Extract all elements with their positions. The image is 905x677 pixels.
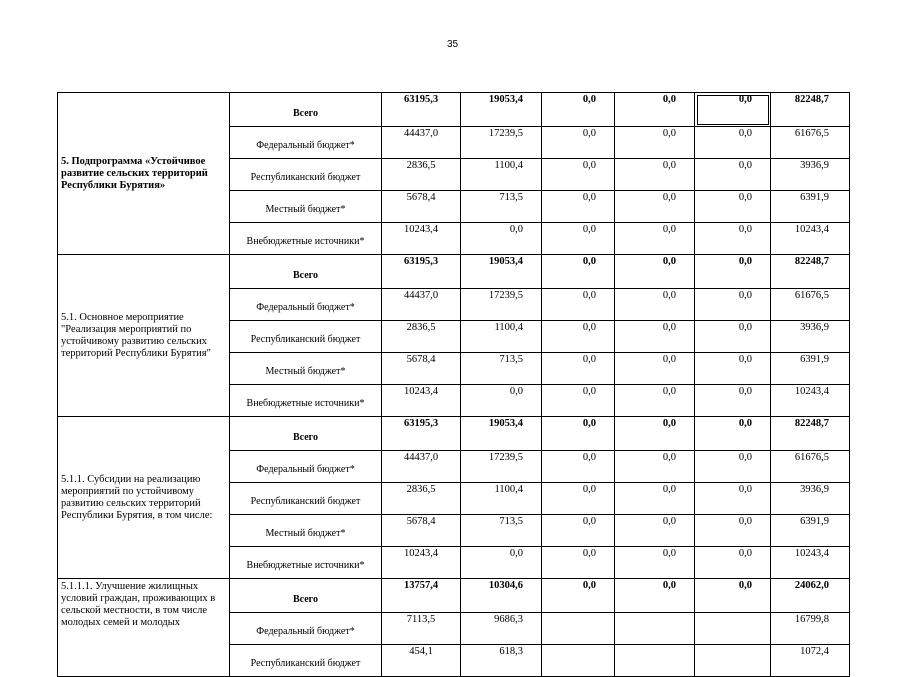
value-cell: 82248,7 — [771, 255, 850, 289]
value-cell: 0,0 — [695, 321, 771, 353]
value-cell: 0,0 — [695, 353, 771, 385]
funding-source: Местный бюджет* — [230, 515, 382, 547]
value-cell: 0,0 — [542, 515, 615, 547]
value-cell: 0,0 — [615, 93, 695, 127]
value-cell: 24062,0 — [771, 579, 850, 613]
value-cell: 6391,9 — [771, 515, 850, 547]
value-cell: 10243,4 — [771, 223, 850, 255]
value-cell: 0,0 — [695, 515, 771, 547]
funding-source: Всего — [230, 417, 382, 451]
value-cell: 3936,9 — [771, 321, 850, 353]
activity-name: 5. Подпрограмма «Устойчивое развитие сельских территорий Республики Бурятия» — [58, 93, 230, 255]
value-cell: 10243,4 — [771, 547, 850, 579]
value-cell: 713,5 — [461, 191, 542, 223]
value-cell: 19053,4 — [461, 255, 542, 289]
value-cell: 7113,5 — [382, 613, 461, 645]
value-cell: 1100,4 — [461, 321, 542, 353]
value-cell: 61676,5 — [771, 289, 850, 321]
value-cell: 0,0 — [615, 127, 695, 159]
value-cell: 0,0 — [615, 289, 695, 321]
value-cell: 0,0 — [461, 223, 542, 255]
value-cell: 0,0 — [542, 127, 615, 159]
funding-source: Республиканский бюджет — [230, 321, 382, 353]
value-cell: 618,3 — [461, 645, 542, 677]
funding-source: Внебюджетные источники* — [230, 385, 382, 417]
value-cell: 713,5 — [461, 353, 542, 385]
value-cell — [615, 645, 695, 677]
funding-source: Федеральный бюджет* — [230, 289, 382, 321]
value-cell: 0,0 — [695, 127, 771, 159]
value-cell: 44437,0 — [382, 289, 461, 321]
value-cell: 44437,0 — [382, 127, 461, 159]
value-cell: 0,0 — [542, 191, 615, 223]
table-row — [58, 93, 850, 127]
value-cell: 0,0 — [542, 255, 615, 289]
table-row — [58, 255, 850, 289]
value-cell: 0,0 — [615, 579, 695, 613]
funding-source: Всего — [230, 93, 382, 127]
value-cell: 0,0 — [695, 451, 771, 483]
value-cell: 82248,7 — [771, 93, 850, 127]
value-cell: 44437,0 — [382, 451, 461, 483]
value-cell: 2836,5 — [382, 483, 461, 515]
value-cell: 0,0 — [615, 385, 695, 417]
value-cell: 0,0 — [615, 321, 695, 353]
value-cell: 10243,4 — [382, 223, 461, 255]
value-cell: 82248,7 — [771, 417, 850, 451]
value-cell: 10243,4 — [382, 547, 461, 579]
budget-table-body — [58, 93, 850, 677]
value-cell: 0,0 — [542, 451, 615, 483]
value-cell: 0,0 — [615, 547, 695, 579]
activity-name: 5.1.1. Субсидии на реализацию мероприятий по устойчивому развитию сельских территорий Республики Бурятия, в том числе: — [58, 417, 230, 579]
value-cell: 19053,4 — [461, 93, 542, 127]
funding-source: Федеральный бюджет* — [230, 451, 382, 483]
value-cell: 454,1 — [382, 645, 461, 677]
value-cell: 13757,4 — [382, 579, 461, 613]
value-cell: 63195,3 — [382, 417, 461, 451]
funding-source: Внебюджетные источники* — [230, 547, 382, 579]
value-cell: 0,0 — [542, 159, 615, 191]
value-cell: 10243,4 — [771, 385, 850, 417]
value-cell: 10304,6 — [461, 579, 542, 613]
activity-name: 5.1. Основное мероприятие "Реализация мероприятий по устойчивому развитию сельских территорий Республики Бурятия" — [58, 255, 230, 417]
value-cell: 5678,4 — [382, 515, 461, 547]
value-cell: 0,0 — [542, 93, 615, 127]
activity-name: 5.1.1.1. Улучшение жилищных условий граждан, проживающих в сельской местности, в том числе молодых семей и молодых — [58, 579, 230, 677]
value-cell: 61676,5 — [771, 127, 850, 159]
value-cell: 0,0 — [461, 385, 542, 417]
value-cell: 0,0 — [615, 451, 695, 483]
value-cell: 16799,8 — [771, 613, 850, 645]
value-cell: 17239,5 — [461, 289, 542, 321]
funding-source: Всего — [230, 255, 382, 289]
value-cell: 0,0 — [615, 483, 695, 515]
value-cell: 3936,9 — [771, 159, 850, 191]
table-row — [58, 579, 850, 613]
value-cell: 6391,9 — [771, 191, 850, 223]
value-cell: 0,0 — [542, 579, 615, 613]
value-cell: 10243,4 — [382, 385, 461, 417]
value-cell: 63195,3 — [382, 255, 461, 289]
value-cell: 0,0 — [542, 289, 615, 321]
value-cell — [695, 645, 771, 677]
value-cell: 0,0 — [542, 483, 615, 515]
value-cell: 17239,5 — [461, 127, 542, 159]
value-cell: 0,0 — [695, 547, 771, 579]
value-cell: 0,0 — [542, 321, 615, 353]
funding-source: Федеральный бюджет* — [230, 127, 382, 159]
value-cell: 0,0 — [695, 289, 771, 321]
value-cell — [542, 645, 615, 677]
value-cell: 5678,4 — [382, 353, 461, 385]
value-cell: 0,0 — [615, 159, 695, 191]
value-cell: 0,0 — [542, 385, 615, 417]
value-cell: 0,0 — [461, 547, 542, 579]
page-number: 35 — [446, 39, 459, 50]
value-cell: 0,0 — [695, 223, 771, 255]
value-cell: 0,0 — [615, 515, 695, 547]
funding-source: Всего — [230, 579, 382, 613]
value-cell: 0,0 — [615, 191, 695, 223]
value-cell: 0,0 — [615, 255, 695, 289]
value-cell: 0,0 — [695, 255, 771, 289]
value-cell: 0,0 — [695, 483, 771, 515]
value-cell: 19053,4 — [461, 417, 542, 451]
value-cell: 0,0 — [695, 385, 771, 417]
funding-source: Республиканский бюджет — [230, 483, 382, 515]
budget-table — [57, 92, 850, 677]
funding-source: Республиканский бюджет — [230, 159, 382, 191]
value-cell: 1100,4 — [461, 483, 542, 515]
value-cell: 0,0 — [695, 159, 771, 191]
value-cell: 17239,5 — [461, 451, 542, 483]
value-cell: 0,0 — [695, 417, 771, 451]
value-cell: 2836,5 — [382, 321, 461, 353]
value-cell: 2836,5 — [382, 159, 461, 191]
value-cell: 5678,4 — [382, 191, 461, 223]
value-cell: 0,0 — [695, 579, 771, 613]
value-cell: 0,0 — [542, 417, 615, 451]
value-cell: 0,0 — [695, 191, 771, 223]
value-cell: 1100,4 — [461, 159, 542, 191]
value-cell: 0,0 — [542, 353, 615, 385]
value-cell: 0,0 — [615, 223, 695, 255]
value-cell: 0,0 — [542, 547, 615, 579]
funding-source: Федеральный бюджет* — [230, 613, 382, 645]
value-cell: 6391,9 — [771, 353, 850, 385]
funding-source: Местный бюджет* — [230, 191, 382, 223]
value-cell: 0,0 — [542, 223, 615, 255]
value-cell: 0,0 — [695, 93, 771, 127]
value-cell: 63195,3 — [382, 93, 461, 127]
value-cell: 1072,4 — [771, 645, 850, 677]
value-cell: 61676,5 — [771, 451, 850, 483]
value-cell: 0,0 — [615, 417, 695, 451]
funding-source: Внебюджетные источники* — [230, 223, 382, 255]
funding-source: Республиканский бюджет — [230, 645, 382, 677]
table-row — [58, 417, 850, 451]
value-cell: 9686,3 — [461, 613, 542, 645]
value-cell: 713,5 — [461, 515, 542, 547]
funding-source: Местный бюджет* — [230, 353, 382, 385]
value-cell: 3936,9 — [771, 483, 850, 515]
value-cell: 0,0 — [615, 353, 695, 385]
